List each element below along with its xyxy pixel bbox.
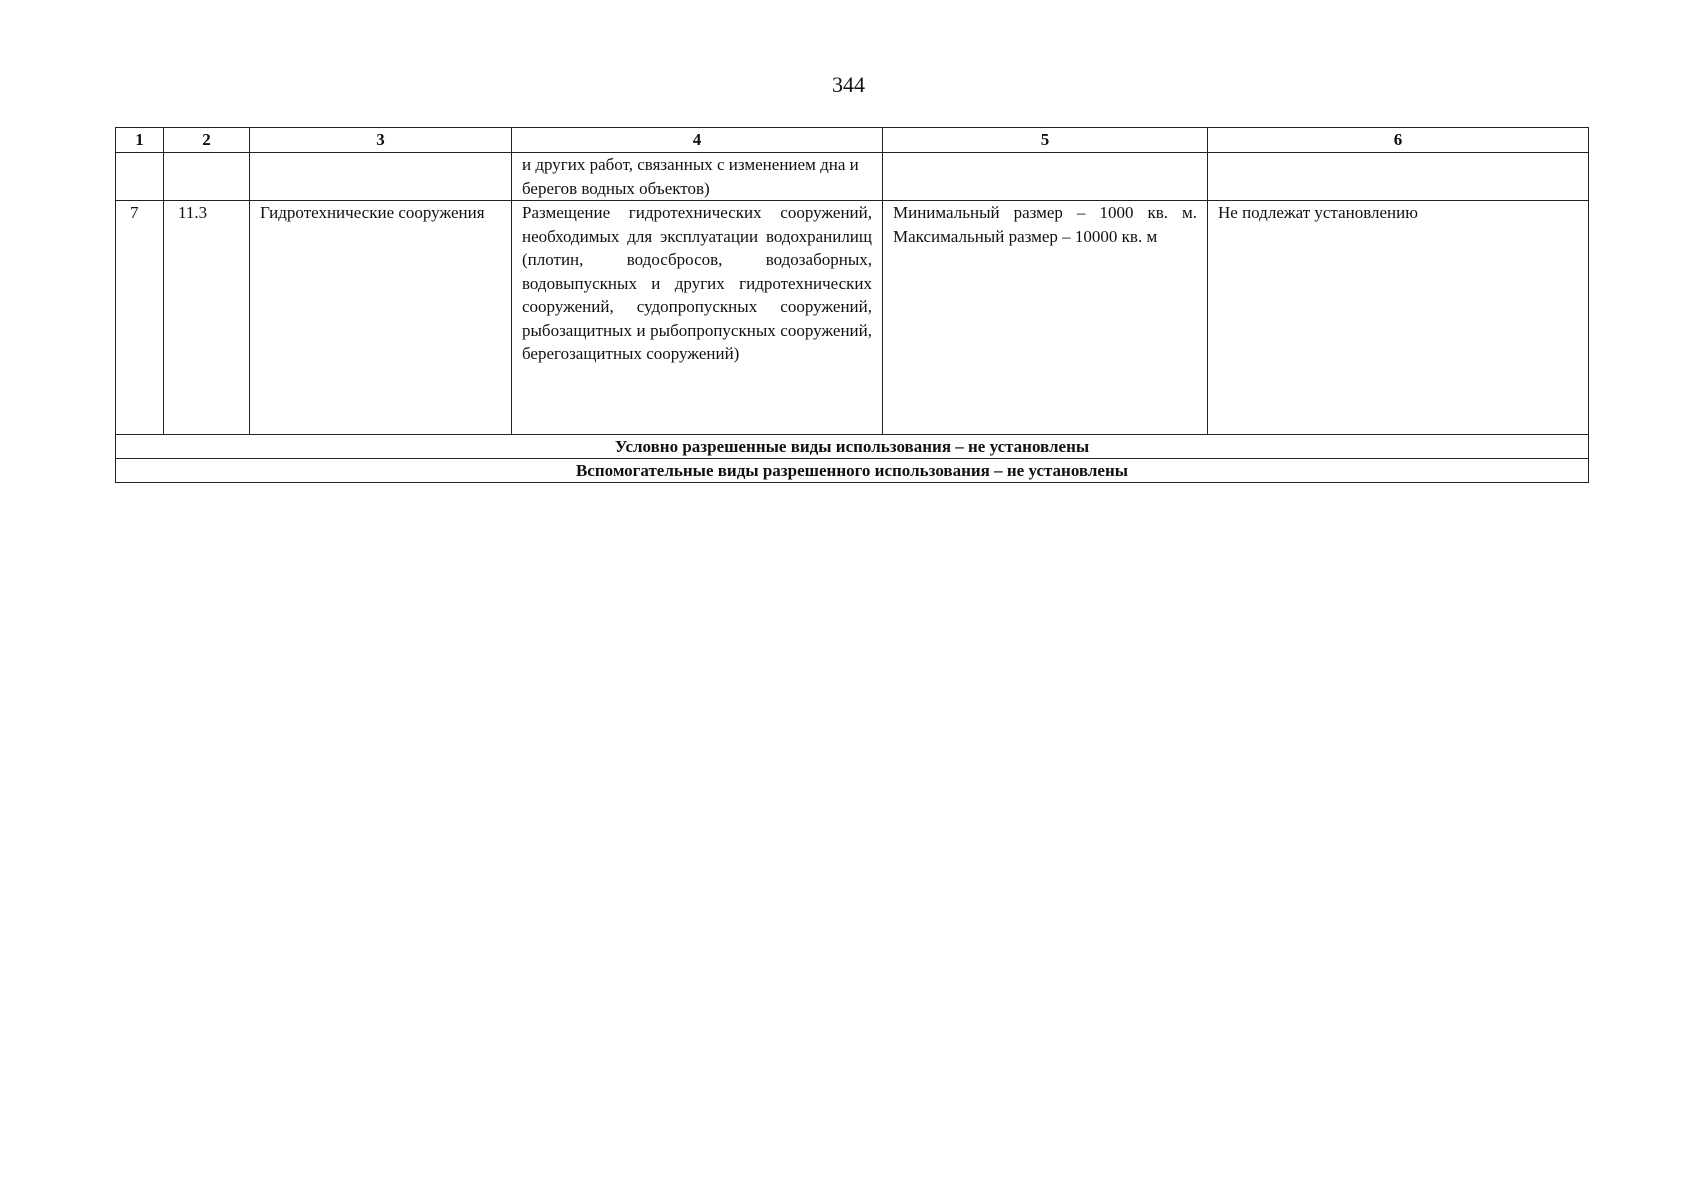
- cell-use-description: Размещение гидротехнических сооружений, необходимых для эксплуатации водохранилищ (плотин, водосбросов, водозаборных, водовыпускных и других гидротехнических сооружений, судопропускных сооружений, рыбозащитных и рыбопропускных сооружений, берегозащитных сооружений): [512, 201, 883, 435]
- auxiliary-uses-caption: Вспомогательные виды разрешенного использования – не установлены: [116, 459, 1589, 483]
- column-header-6: 6: [1208, 128, 1589, 153]
- cell-plot-size: Минимальный размер – 1000 кв. м. Максимальный размер – 10000 кв. м: [883, 201, 1208, 435]
- cell-continuation-description: и других работ, связанных с изменением дна и берегов водных объектов): [512, 153, 883, 201]
- cell-continuation-5: [883, 153, 1208, 201]
- column-header-1: 1: [116, 128, 164, 153]
- table-row-continuation: [116, 153, 1589, 201]
- cell-continuation-1: [116, 153, 164, 201]
- column-header-4: 4: [512, 128, 883, 153]
- column-header-2: 2: [164, 128, 250, 153]
- cell-restrictions: Не подлежат установлению: [1208, 201, 1589, 435]
- cell-row-number: 7: [116, 201, 164, 435]
- cell-continuation-6: [1208, 153, 1589, 201]
- column-header-3: 3: [250, 128, 512, 153]
- table-row: [116, 201, 1589, 435]
- table-header-row: [116, 128, 1589, 153]
- cell-use-name: Гидротехнические сооружения: [250, 201, 512, 435]
- table-row-conditional-uses: [116, 435, 1589, 459]
- cell-continuation-3: [250, 153, 512, 201]
- table-row-auxiliary-uses: [116, 459, 1589, 483]
- conditional-uses-caption: Условно разрешенные виды использования – не установлены: [116, 435, 1589, 459]
- land-use-table: [115, 127, 1589, 483]
- cell-code: 11.3: [164, 201, 250, 435]
- page-number: 344: [832, 72, 865, 97]
- cell-continuation-2: [164, 153, 250, 201]
- column-header-5: 5: [883, 128, 1208, 153]
